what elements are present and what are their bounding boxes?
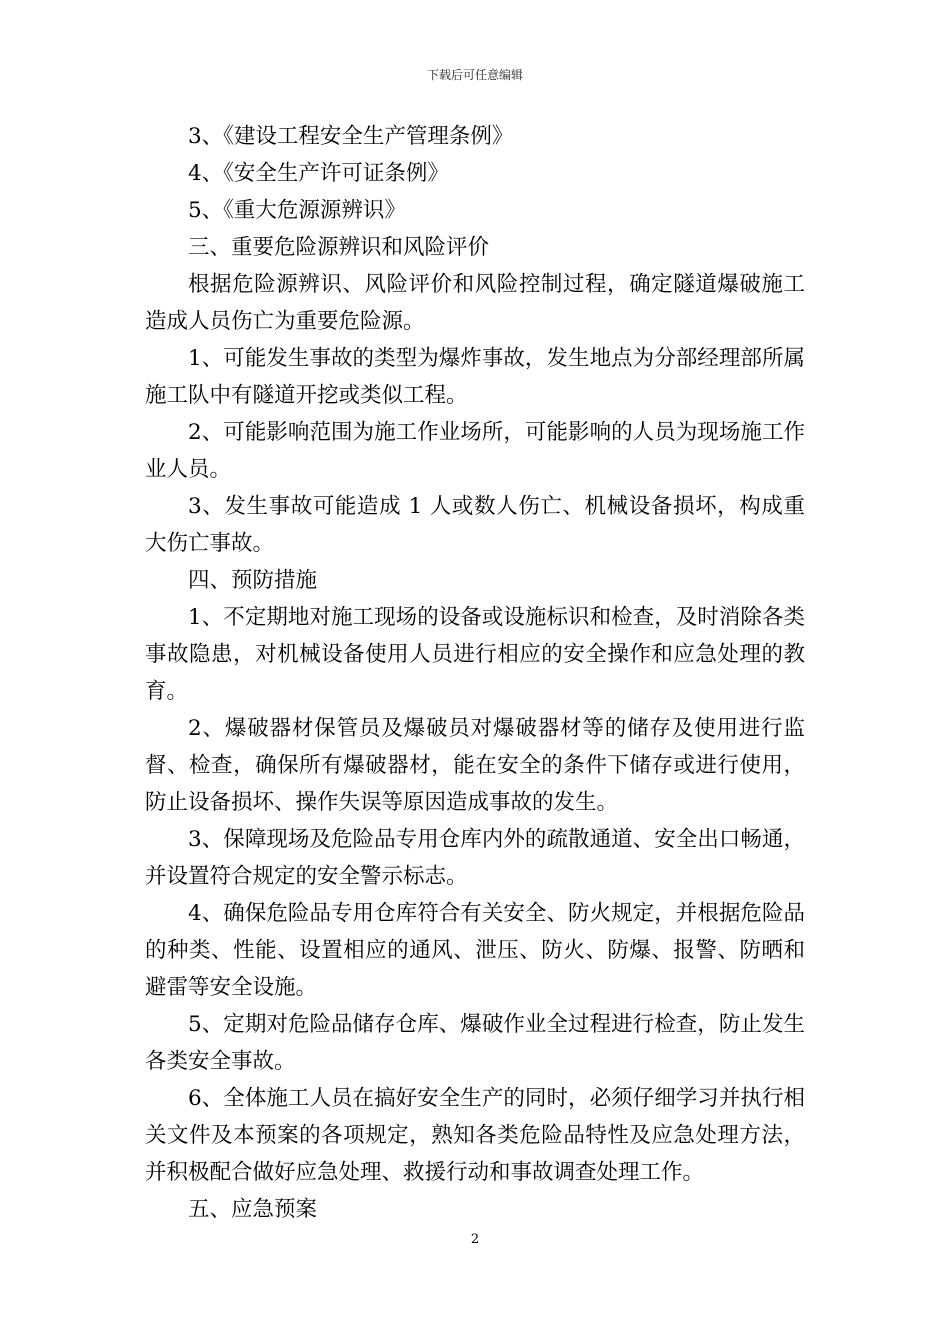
paragraph: 2、可能影响范围为施工作业场所，可能影响的人员为现场施工作业人员。: [145, 420, 805, 482]
section-heading-5: 五、应急预案: [188, 1197, 318, 1222]
list-item-regulation-4: 4、《安全生产许可证条例》: [188, 161, 449, 186]
paragraph: 3、发生事故可能造成 1 人或数人伤亡、机械设备损坏，构成重大伤亡事故。: [145, 494, 805, 556]
page-header: 下载后可任意编辑: [426, 68, 523, 82]
page-number: 2: [470, 1232, 480, 1247]
list-item-regulation-3: 3、《建设工程安全生产管理条例》: [188, 124, 514, 149]
paragraph: 1、不定期地对施工现场的设备或设施标识和检查，及时消除各类事故隐患，对机械设备使用人员进行相应的安全操作和应急处理的教育。: [145, 605, 805, 704]
section-heading-3: 三、重要危险源辨识和风险评价: [188, 235, 490, 260]
paragraph: 3、保障现场及危险品专用仓库内外的疏散通道、安全出口畅通，并设置符合规定的安全警示标志。: [145, 827, 805, 889]
section-heading-4: 四、预防措施: [188, 568, 318, 593]
document-body: [145, 118, 805, 1228]
paragraph: 6、全体施工人员在搞好安全生产的同时，必须仔细学习并执行相关文件及本预案的各项规定，熟知各类危险品特性及应急处理方法，并积极配合做好应急处理、救援行动和事故调查处理工作。: [145, 1086, 805, 1185]
paragraph: 4、确保危险品专用仓库符合有关安全、防火规定，并根据危险品的种类、性能、设置相应的通风、泄压、防火、防爆、报警、防晒和避雷等安全设施。: [145, 901, 805, 1000]
paragraph: 1、可能发生事故的类型为爆炸事故，发生地点为分部经理部所属施工队中有隧道开挖或类似工程。: [145, 346, 805, 408]
paragraph: 2、爆破器材保管员及爆破员对爆破器材等的储存及使用进行监督、检查，确保所有爆破器材，能在安全的条件下储存或进行使用，防止设备损坏、操作失误等原因造成事故的发生。: [145, 716, 805, 815]
paragraph: 5、定期对危险品储存仓库、爆破作业全过程进行检查，防止发生各类安全事故。: [145, 1012, 805, 1074]
list-item-regulation-5: 5、《重大危源源辨识》: [188, 198, 406, 223]
paragraph: 根据危险源辨识、风险评价和风险控制过程，确定隧道爆破施工造成人员伤亡为重要危险源。: [145, 272, 805, 334]
